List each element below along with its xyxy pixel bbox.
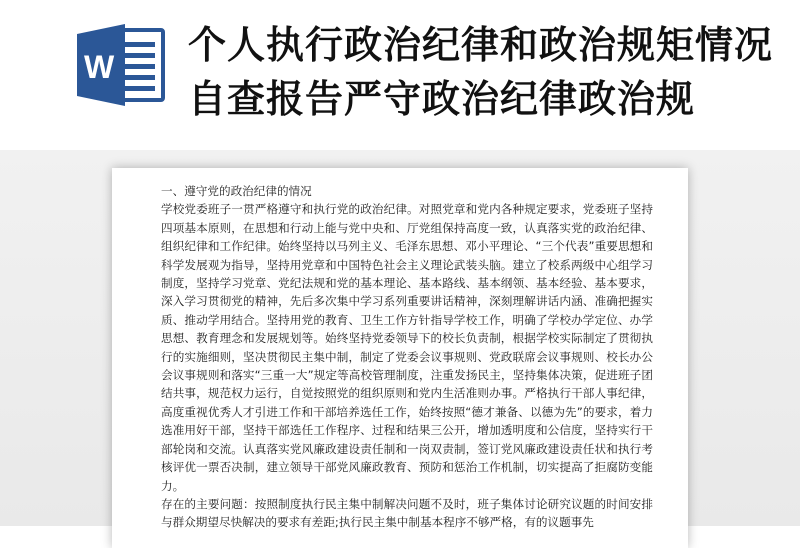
word-document-icon [75, 22, 167, 108]
document-page [112, 168, 688, 548]
section-heading: 一、遵守党的政治纪律的情况 [161, 184, 312, 198]
paragraph: 学校党委班子一贯严格遵守和执行党的政治纪律。对照党章和党内各种规定要求，党委班子坚持四项基本原则，在思想和行动上能与党中央和、厅党组保持高度一致，认真落实党的政治纪律、组织纪律和工作纪律。始终坚持以马列主义、毛泽东思想、邓小平理论、“三个代表”重要思想和科学发展观为指导，坚持用党章和中国特色社会主义理论武装头脑。建立了校系两级中心组学习制度，坚持学习党章、党纪法规和党的基本理论、基本路线、基本纲领、基本经验、基本要求，深入学习贯彻党的精神，先后多次集中学习系列重要讲话精神，深刻理解讲话内涵、准确把握实质、推动学用结合。坚持用党的教育、卫生工作方针指导学校工作，明确了学校办学定位、办学思想、教育理念和发展规划等。始终坚持党委领导下的校长负责制，根据学校实际制定了贯彻执行的实施细则，坚决贯彻民主集中制，制定了党委会议事规则、党政联席会议事规则、校长办公会议事规则和落实“三重一大”规定等高校管理制度，注重发扬民主，坚持集体决策，促进班子团结共事，规范权力运行，自觉按照党的组织原则和党内生活准则办事。严格执行干部人事纪律，高度重视优秀人才引进工作和干部培养选任工作，始终按照“德才兼备、以德为先”的要求，着力选准用好干部，坚持干部选任工作程序、过程和结果三公开，增加透明度和公信度，坚持实行干部轮岗和交流。认真落实党风廉政建设责任制和一岗双责制，签订党风廉政建设责任状和执行考核评优一票否决制，建立领导干部党风廉政教育、预防和惩治工作机制，切实提高了拒腐防变能力。 [161, 202, 653, 493]
document-body [161, 182, 653, 532]
paragraph: 存在的主要问题：按照制度执行民主集中制解决问题不及时，班子集体讨论研究议题的时间安排与群众期望尽快解决的要求有差距;执行民主集中制基本程序不够严格，有的议题事先 [161, 496, 653, 530]
page-title: 个人执行政治纪律和政治规矩情况自查报告严守政治纪律政治规 [188, 23, 774, 121]
word-icon-letter: W [84, 49, 115, 85]
